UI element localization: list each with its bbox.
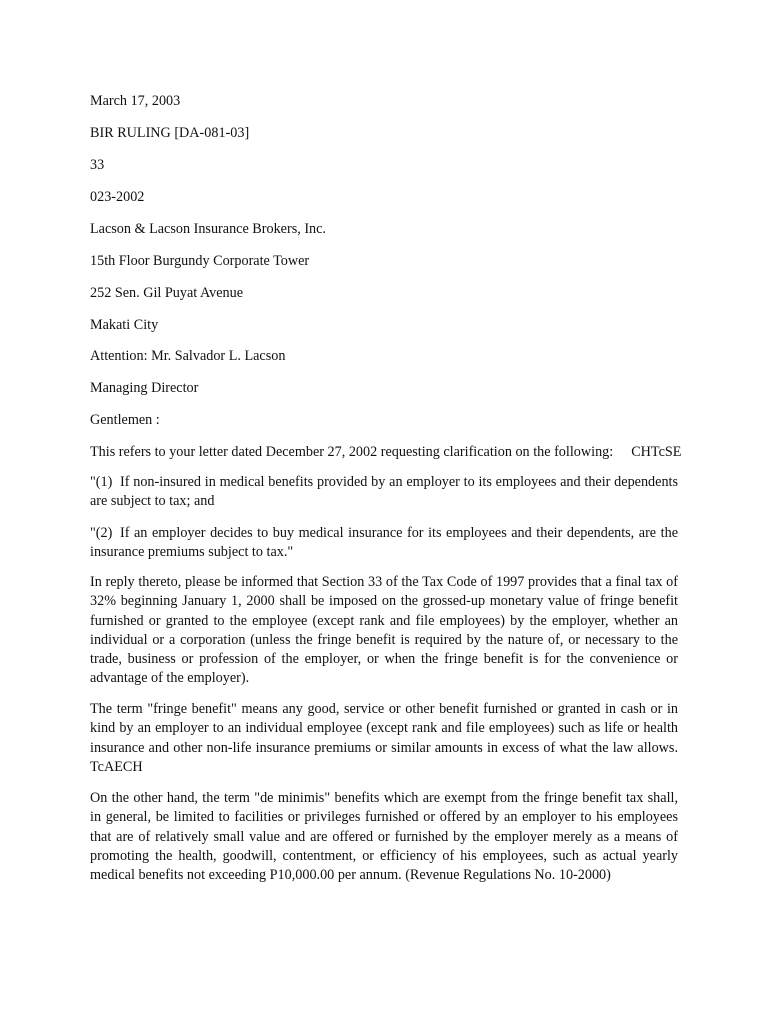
intro-text: This refers to your letter dated December 27, 2002 requesting clarification on the following:	[90, 444, 614, 460]
addressee-company: Lacson & Lacson Insurance Brokers, Inc.	[90, 221, 326, 237]
question-2-text: If an employer decides to buy medical insurance for its employees and their dependents, are the insurance premiums subject to tax."	[90, 525, 678, 561]
de-minimis-paragraph: On the other hand, the term "de minimis" benefits which are exempt from the fringe benefit tax shall, in general, be limited to facilities or privileges furnished or offered by an employer to his employees that are of relatively small value and are offered or furnished by the employer merely as a means of promoting the health, goodwill, contentment, or efficiency of his employees, such as actual yearly medical benefits not exceeding P10,000.00 per annum. (Revenue Regulations No. 10-2000)	[90, 790, 678, 884]
reply-paragraph: In reply thereto, please be informed that Section 33 of the Tax Code of 1997 provides that a final tax of 32% beginning January 1, 2000 shall be imposed on the grossed-up monetary value of fringe benefit furnished or granted to the employee (except rank and file employees) by the employer, whether an individual or a corporation (unless the fringe benefit is required by the nature of, or necessary to the trade, business or profession of the employer, or when the fringe benefit is for the convenience or advantage of the employer).	[90, 574, 678, 687]
question-1	[90, 473, 678, 512]
intro-paragraph	[90, 443, 681, 461]
attention-line: Attention: Mr. Salvador L. Lacson	[90, 348, 286, 364]
question-1-text: If non-insured in medical benefits provided by an employer to its employees and their dependents are subject to tax; and	[90, 474, 678, 510]
fringe-benefit-code: TcAECH	[90, 758, 143, 775]
salutation: Gentlemen :	[90, 412, 160, 428]
fringe-benefit-text: The term "fringe benefit" means any good, service or other benefit furnished or granted in cash or in kind by an employer to an individual employee (except rank and file employees) such as life or health insurance and other non-life insurance premiums or similar amounts in excess of what the law allows.	[90, 701, 678, 756]
ruling-number: BIR RULING [DA-081-03]	[90, 125, 250, 141]
fringe-benefit-paragraph	[90, 700, 678, 777]
letter-date: March 17, 2003	[90, 93, 181, 109]
intro-code: CHTcSE	[631, 444, 682, 460]
attention-position: Managing Director	[90, 380, 199, 396]
question-2-number: "(2)	[90, 525, 113, 541]
reference-section: 33	[90, 157, 105, 173]
question-2	[90, 524, 678, 563]
reference-number: 023-2002	[90, 189, 145, 205]
addressee-street2: 252 Sen. Gil Puyat Avenue	[90, 285, 244, 301]
addressee-street1: 15th Floor Burgundy Corporate Tower	[90, 253, 310, 269]
addressee-city: Makati City	[90, 317, 159, 333]
question-1-number: "(1)	[90, 474, 113, 490]
